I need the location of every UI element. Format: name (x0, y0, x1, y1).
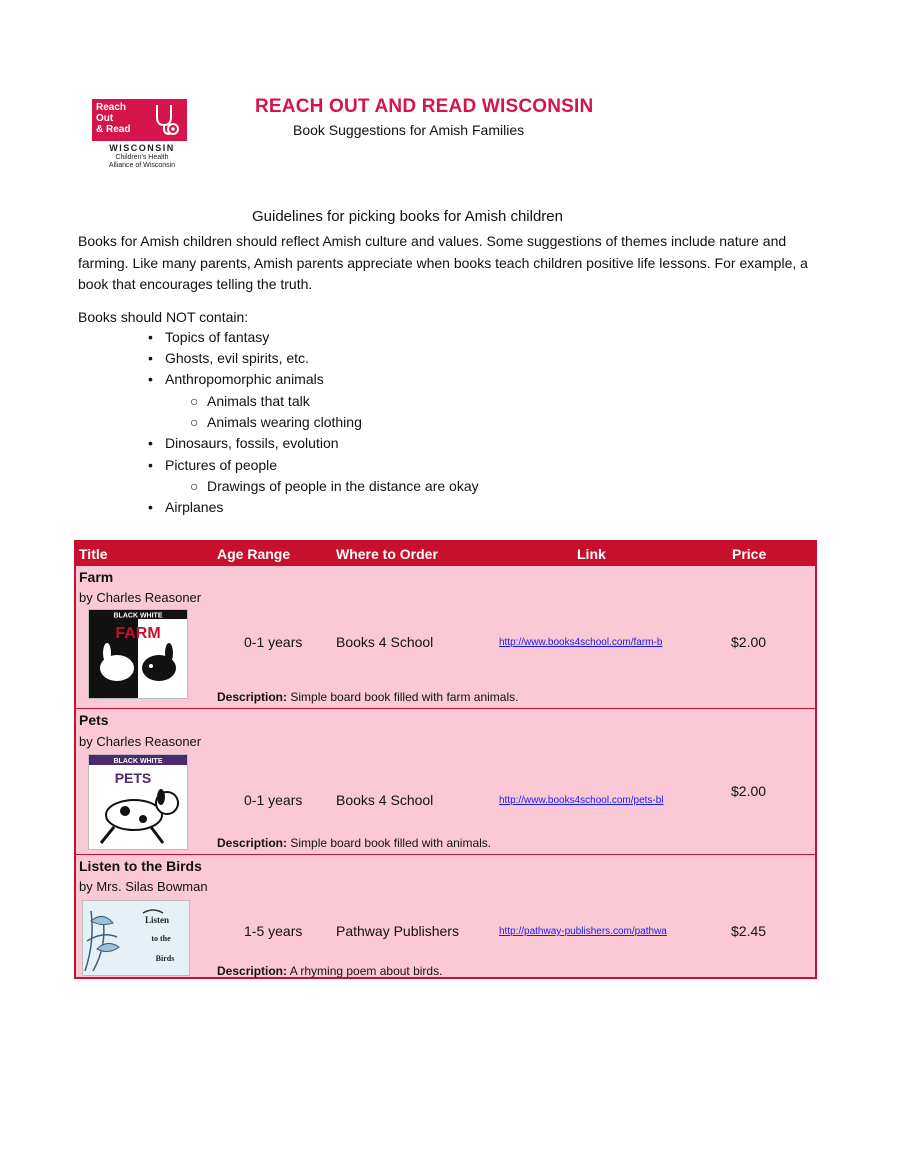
logo-partner-line: Children's Health (115, 154, 169, 161)
cover-title: FARM (115, 625, 161, 642)
book-description (217, 836, 491, 850)
list-item (148, 329, 270, 345)
farm-cover-art (89, 610, 187, 698)
list-item-text: Airplanes (165, 499, 224, 515)
book-title: Listen to the Birds (79, 858, 202, 874)
stethoscope-icon (151, 103, 181, 137)
list-item-text: Dinosaurs, fossils, evolution (165, 435, 339, 451)
cover-series: BLACK WHITE (113, 612, 163, 620)
table-row (76, 855, 815, 977)
description-label: Description: (217, 964, 288, 978)
list-item-text: Drawings of people in the distance are okay (207, 478, 479, 494)
book-description (217, 964, 442, 978)
book-author: by Mrs. Silas Bowman (79, 879, 208, 894)
where-to-order: Books 4 School (336, 792, 434, 808)
page-title: REACH OUT AND READ WISCONSIN (255, 96, 594, 117)
logo (92, 99, 192, 171)
cover-line: to the (151, 934, 171, 943)
sub-list-item (190, 478, 479, 494)
cover-series: BLACK WHITE (113, 758, 163, 765)
list-item (148, 457, 278, 473)
price: $2.00 (731, 783, 767, 799)
bullet-icon: • (148, 457, 153, 473)
age-range: 1-5 years (244, 923, 303, 939)
logo-partner-line: Alliance of Wisconsin (108, 162, 176, 169)
circle-bullet-icon: ○ (190, 478, 199, 494)
price: $2.00 (731, 634, 767, 650)
where-to-order: Books 4 School (336, 634, 434, 650)
logo-line: Out (96, 113, 114, 124)
guidelines-title: Guidelines for picking books for Amish children (252, 208, 563, 225)
list-item-text: Animals that talk (207, 393, 310, 409)
col-header-title: Title (79, 546, 108, 562)
where-to-order: Pathway Publishers (336, 923, 459, 939)
birds-cover-art (83, 901, 189, 975)
book-author: by Charles Reasoner (79, 590, 202, 605)
guidelines-intro: Books for Amish children should reflect Amish culture and values. Some suggestions of themes include nature and farming. Like many parents, Amish parents appreciate when books teach children positive life lessons. For example, a book that encourages telling the truth. (78, 233, 808, 292)
logo-badge (92, 99, 187, 141)
circle-bullet-icon: ○ (190, 393, 199, 409)
list-item (148, 371, 324, 387)
book-title: Pets (79, 712, 109, 728)
logo-line: & Read (96, 124, 131, 135)
sub-list-item (190, 414, 362, 430)
table-row (76, 709, 815, 855)
book-title: Farm (79, 569, 114, 585)
bullet-icon: • (148, 350, 153, 366)
list-item-text: Ghosts, evil spirits, etc. (165, 350, 309, 366)
table-header (76, 542, 815, 566)
list-item (148, 350, 309, 366)
book-author: by Charles Reasoner (79, 734, 202, 749)
bullet-icon: • (148, 371, 153, 387)
description-label: Description: (217, 690, 288, 704)
list-item (148, 499, 224, 515)
logo-line: Reach (96, 102, 127, 113)
cover-line: Listen (144, 915, 170, 925)
list-item (148, 435, 339, 451)
description-text: A rhyming poem about birds. (289, 964, 443, 978)
col-header-link: Link (577, 546, 606, 562)
age-range: 0-1 years (244, 634, 303, 650)
logo-state: WISCONSIN (109, 143, 175, 153)
book-table (74, 540, 817, 979)
col-header-price: Price (732, 546, 767, 562)
col-header-age: Age Range (217, 546, 291, 562)
list-item-text: Anthropomorphic animals (165, 371, 324, 387)
price: $2.45 (731, 923, 767, 939)
bullet-icon: • (148, 499, 153, 515)
pets-cover-art (89, 755, 187, 849)
book-description (217, 690, 518, 704)
list-item-text: Topics of fantasy (165, 329, 270, 345)
order-link[interactable]: http://www.books4school.com/pets-bl (499, 795, 664, 806)
cover-title: PETS (114, 770, 152, 786)
table-row (76, 566, 815, 709)
logo-partner (92, 154, 192, 170)
sub-list-item (190, 393, 310, 409)
logo-wordmark (96, 102, 130, 135)
order-link[interactable]: http://www.books4school.com/farm-b (499, 637, 663, 648)
bullet-icon: • (148, 435, 153, 451)
cover-line: Birds (155, 954, 175, 963)
order-link[interactable]: http://pathway-publishers.com/pathwa (499, 926, 667, 937)
age-range: 0-1 years (244, 792, 303, 808)
circle-bullet-icon: ○ (190, 414, 199, 430)
book-cover-birds (82, 900, 190, 976)
description-text: Simple board book filled with animals. (290, 836, 492, 850)
page-subtitle: Book Suggestions for Amish Families (293, 122, 525, 138)
list-item-text: Animals wearing clothing (207, 414, 362, 430)
not-contain-label: Books should NOT contain: (78, 309, 249, 325)
bullet-icon: • (148, 329, 153, 345)
book-cover-pets (88, 754, 188, 850)
description-text: Simple board book filled with farm animals. (290, 690, 519, 704)
list-item-text: Pictures of people (165, 457, 278, 473)
description-label: Description: (217, 836, 288, 850)
book-cover-farm (88, 609, 188, 699)
col-header-where: Where to Order (336, 546, 438, 562)
